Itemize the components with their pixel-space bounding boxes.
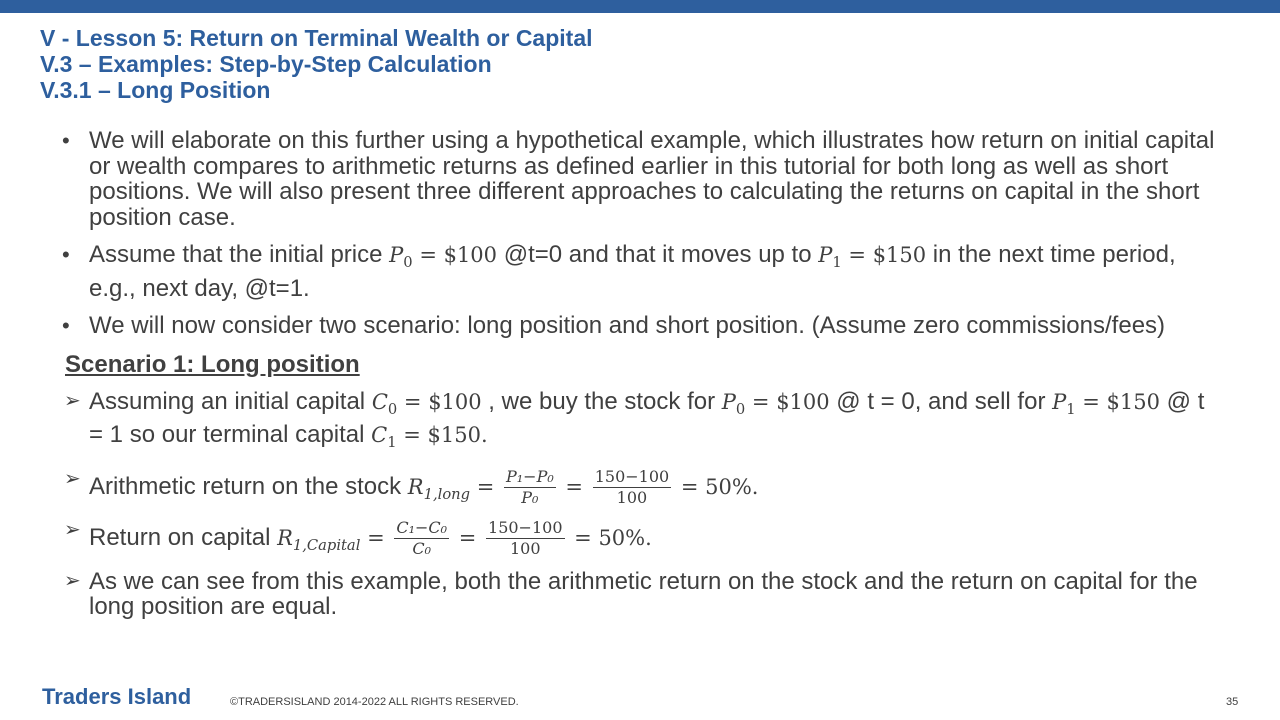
bullet-dot-icon: • (62, 128, 70, 153)
math-arithmetic-return: $R_{1,long}$ = (407, 474, 501, 504)
page-number: 35 (1226, 696, 1239, 708)
lesson-title: V - Lesson 5: Return on Terminal Wealth or Capital (40, 25, 593, 51)
arrow-bullet-icon: ➢ (64, 389, 81, 412)
arrow-item: ➢ Return on capital $R_{1,Capital}$ = $\frac{\text{C₁−C₀}}{\text{C₀}}$ = $\frac{150-100}{100}$ = 50%. (64, 518, 652, 559)
bullet-item (62, 128, 1222, 230)
bullet-dot-icon: • (62, 313, 70, 339)
fraction-capital-change: $\frac{\text{C₁−C₀}}{\text{C₀}}$ (396, 518, 448, 559)
bullet-text: We will now consider two scenario: long position and short position. (Assume zero commissions/fees) (89, 312, 1166, 340)
fraction-numeric-capital: $\frac{150-100}{100}$ (488, 518, 563, 559)
arrow-item: ➢ Assuming an initial capital $C_0$ = $100 , we buy the stock for $P_0$ = $100 @ t = 0, and sell for $P_1$ = $150 @ t = 1 so our terminal capital $C_1$ = $150. (64, 387, 1205, 452)
math-sell-price: $P_1$ = $150 (1052, 389, 1160, 418)
brand-logo-text: Traders Island (42, 684, 192, 709)
section-title: V.3 – Examples: Step-by-Step Calculation (40, 51, 492, 77)
math-buy-price: $P_0$ = $100 (721, 389, 830, 418)
fraction-numeric-return: $\frac{150-100}{100}$ (594, 467, 670, 508)
slide-title-block (40, 25, 593, 103)
copyright-notice: ©TRADERSISLAND 2014-2022 ALL RIGHTS RESERVED. (230, 696, 519, 708)
arrow-bullet-icon: ➢ (64, 519, 81, 542)
bullet-item (62, 313, 1222, 339)
fraction-price-change: $\frac{\text{P₁−P₀}}{\text{P₀}}$ (505, 467, 554, 508)
bullet-item: • Assume that the initial price $P_0$ = $100 @t=0 and that it moves up to $P_1$ = $150 in the next time period, e.g., next day, @t=1. (62, 241, 1176, 302)
arrow-item: ➢ As we can see from this example, both the arithmetic return on the stock and the return on capital for the long position are equal. (64, 568, 1198, 621)
arrow-bullet-icon: ➢ (64, 570, 81, 593)
math-next-price: $P_1$ = $150 (818, 243, 927, 272)
math-initial-price: $P_0$ = $100 (389, 243, 498, 272)
arrow-item: ➢ Arithmetic return on the stock $R_{1,long}$ = $\frac{\text{P₁−P₀}}{\text{P₀}}$ = $\frac{150-100}{100}$ = 50%. (64, 467, 759, 508)
subsection-title: V.3.1 – Long Position (40, 77, 271, 103)
scenario-heading: Scenario 1: Long position (65, 350, 360, 378)
top-accent-bar (0, 0, 1280, 13)
bullet-dot-icon: • (62, 242, 70, 267)
slide-body (62, 128, 1222, 631)
math-terminal-capital: $C_1$ = $150. (371, 422, 488, 452)
bullet-text: Assume that the initial price (89, 241, 390, 268)
bullet-text: We will elaborate on this further using a hypothetical example, which illustrates how return on initial capital or wealth compares to arithmetic returns as defined earlier in this tutorial for both long as well as short positions. We will also present three different approaches to calculating the returns on capital in the short position case. (89, 127, 1215, 231)
arrow-bullet-icon: ➢ (64, 468, 81, 491)
math-capital-return: $R_{1,Capital}$ = (277, 525, 392, 555)
math-initial-capital: $C_0$ = $100 (371, 389, 482, 418)
